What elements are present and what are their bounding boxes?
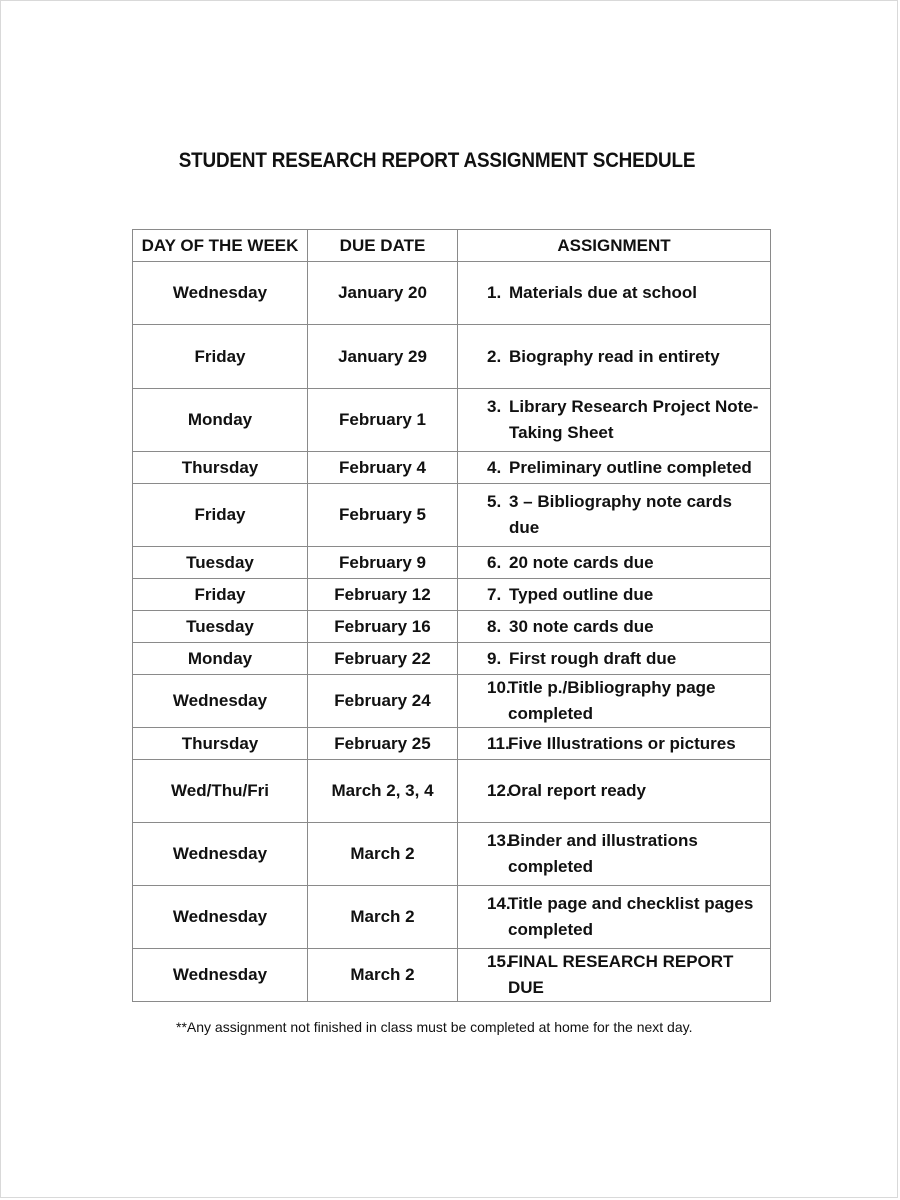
table-row: [133, 823, 771, 886]
cell-day: Wednesday: [133, 823, 308, 886]
assignment-text: Five Illustrations or pictures: [508, 733, 736, 753]
cell-assignment: [458, 389, 771, 452]
cell-assignment: [458, 484, 771, 547]
footnote: **Any assignment not finished in class must be completed at home for the next day.: [176, 1019, 693, 1035]
cell-assignment: [458, 728, 771, 760]
schedule-table: [132, 229, 771, 1002]
cell-assignment: [458, 886, 771, 949]
assignment-number: 4.: [487, 457, 502, 477]
assignment-text: Oral report ready: [508, 781, 646, 800]
header-day-of-week: DAY OF THE WEEK: [133, 230, 308, 262]
cell-due-date: March 2: [308, 886, 458, 949]
cell-due-date: February 24: [308, 675, 458, 728]
cell-due-date: February 1: [308, 389, 458, 452]
assignment-number: 10.: [487, 678, 511, 697]
table-row: [133, 579, 771, 611]
table-row: [133, 611, 771, 643]
cell-due-date: January 29: [308, 325, 458, 389]
assignment-text: 20 note cards due: [509, 552, 654, 572]
cell-day: Tuesday: [133, 547, 308, 579]
assignment-text: FINAL RESEARCH REPORT DUE: [508, 952, 734, 997]
header-due-date: DUE DATE: [308, 230, 458, 262]
cell-assignment: [458, 452, 771, 484]
cell-due-date: February 25: [308, 728, 458, 760]
cell-due-date: March 2: [308, 949, 458, 1002]
assignment-text: Preliminary outline completed: [509, 457, 752, 477]
assignment-text: Materials due at school: [509, 283, 697, 302]
cell-due-date: March 2: [308, 823, 458, 886]
table-row: [133, 886, 771, 949]
table-row: [133, 949, 771, 1002]
cell-day: Thursday: [133, 728, 308, 760]
assignment-number: 6.: [487, 552, 502, 572]
assignment-number: 1.: [487, 283, 502, 302]
assignment-text: Biography read in entirety: [509, 346, 720, 366]
assignment-text: Typed outline due: [509, 584, 654, 604]
assignment-number: 5.: [487, 492, 502, 511]
assignment-number: 7.: [487, 584, 502, 604]
cell-day: Wed/Thu/Fri: [133, 760, 308, 823]
assignment-number: 9.: [487, 648, 502, 668]
assignment-number: 3.: [487, 397, 502, 416]
header-assignment: ASSIGNMENT: [458, 230, 771, 262]
table-header-row: [133, 230, 771, 262]
cell-assignment: [458, 579, 771, 611]
assignment-text: Library Research Project Note-Taking Sheet: [509, 397, 759, 442]
table-row: [133, 728, 771, 760]
assignment-text: 30 note cards due: [509, 616, 654, 636]
table-row: [133, 389, 771, 452]
cell-assignment: [458, 325, 771, 389]
cell-day: Friday: [133, 484, 308, 547]
cell-day: Wednesday: [133, 675, 308, 728]
page-title: STUDENT RESEARCH REPORT ASSIGNMENT SCHEDULE: [178, 149, 696, 172]
assignment-number: 8.: [487, 616, 502, 636]
cell-assignment: [458, 547, 771, 579]
cell-due-date: January 20: [308, 262, 458, 325]
assignment-number: 15.: [487, 952, 511, 971]
cell-due-date: February 5: [308, 484, 458, 547]
table-row: [133, 262, 771, 325]
assignment-text: Title page and checklist pages completed: [508, 894, 754, 939]
cell-due-date: February 12: [308, 579, 458, 611]
table-row: [133, 325, 771, 389]
cell-day: Monday: [133, 389, 308, 452]
assignment-text: 3 – Bibliography note cards due: [509, 492, 732, 537]
cell-day: Friday: [133, 579, 308, 611]
cell-day: Friday: [133, 325, 308, 389]
cell-assignment: [458, 760, 771, 823]
assignment-number: 14.: [487, 894, 511, 913]
table-row: [133, 452, 771, 484]
assignment-number: 12.: [487, 781, 511, 800]
assignment-text: Binder and illustrations completed: [508, 831, 698, 876]
cell-assignment: [458, 675, 771, 728]
cell-due-date: February 9: [308, 547, 458, 579]
assignment-text: First rough draft due: [509, 648, 677, 668]
assignment-number: 2.: [487, 346, 502, 366]
cell-assignment: [458, 262, 771, 325]
table-row: [133, 675, 771, 728]
cell-day: Thursday: [133, 452, 308, 484]
table-row: [133, 547, 771, 579]
cell-day: Wednesday: [133, 262, 308, 325]
table-row: [133, 760, 771, 823]
cell-due-date: February 16: [308, 611, 458, 643]
cell-assignment: [458, 949, 771, 1002]
assignment-number: 13.: [487, 831, 511, 850]
table-row: [133, 484, 771, 547]
cell-assignment: [458, 643, 771, 675]
cell-day: Wednesday: [133, 949, 308, 1002]
cell-due-date: March 2, 3, 4: [308, 760, 458, 823]
cell-due-date: February 4: [308, 452, 458, 484]
cell-day: Wednesday: [133, 886, 308, 949]
assignment-number: 11.: [487, 733, 510, 753]
cell-assignment: [458, 823, 771, 886]
table-row: [133, 643, 771, 675]
assignment-text: Title p./Bibliography page completed: [508, 678, 716, 723]
cell-day: Tuesday: [133, 611, 308, 643]
cell-day: Monday: [133, 643, 308, 675]
cell-due-date: February 22: [308, 643, 458, 675]
cell-assignment: [458, 611, 771, 643]
